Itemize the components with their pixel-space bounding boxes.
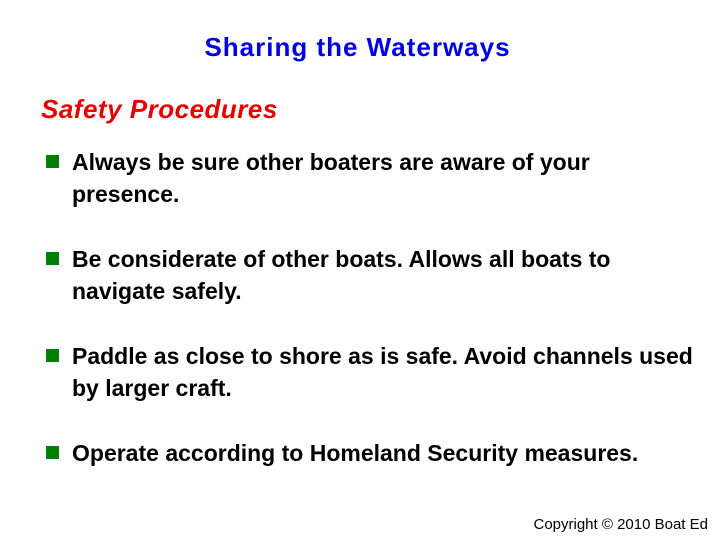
bullet-list — [46, 146, 696, 502]
square-bullet-icon — [46, 252, 59, 265]
square-bullet-icon — [46, 446, 59, 459]
bullet-text: Always be sure other boaters are aware of your presence. — [72, 149, 590, 207]
bullet-item — [46, 146, 696, 210]
slide-title: Sharing the Waterways — [204, 32, 511, 62]
square-bullet-icon — [46, 155, 59, 168]
bullet-text: Operate according to Homeland Security measures. — [72, 440, 639, 466]
bullet-item — [46, 340, 696, 404]
copyright-footer: Copyright © 2010 Boat Ed — [533, 516, 708, 533]
bullet-item — [46, 437, 696, 469]
square-bullet-icon — [46, 349, 59, 362]
bullet-item — [46, 243, 696, 307]
bullet-text: Paddle as close to shore as is safe. Avoid channels used by larger craft. — [72, 343, 693, 401]
bullet-text: Be considerate of other boats. Allows all boats to navigate safely. — [72, 246, 611, 304]
section-heading: Safety Procedures — [41, 94, 278, 124]
